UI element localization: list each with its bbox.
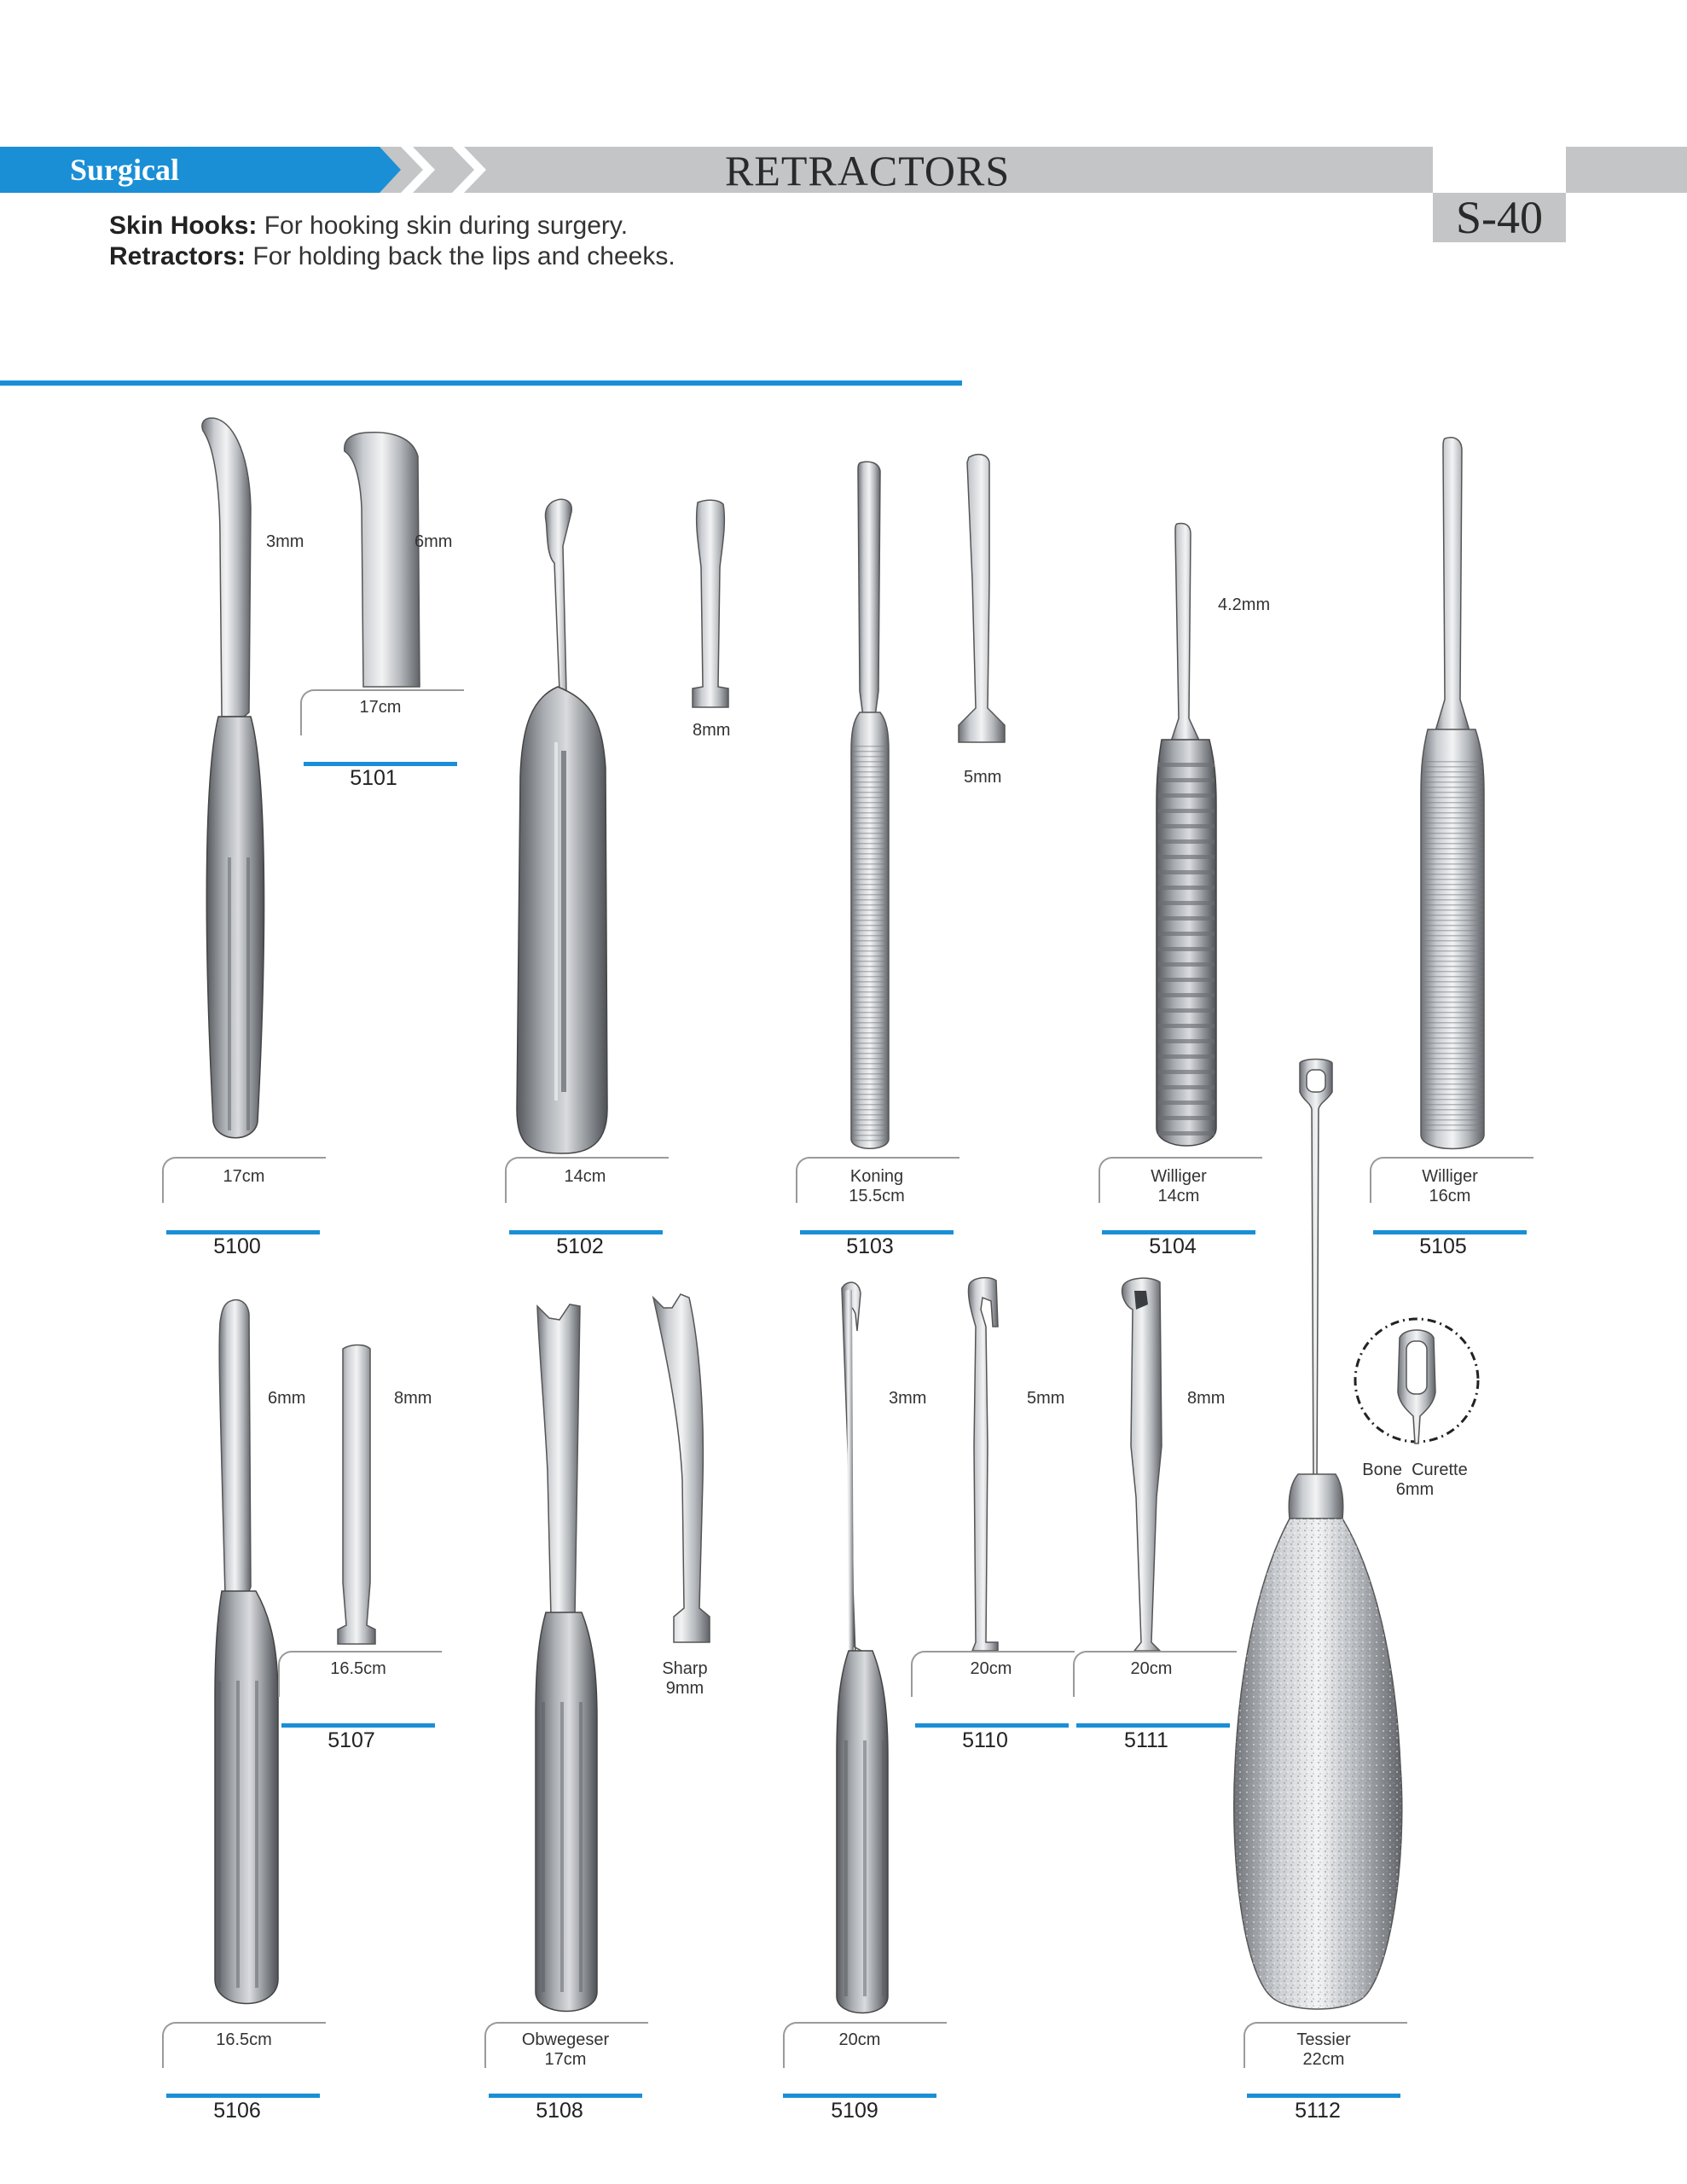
product-code-5107: 5107 [328, 1728, 375, 1752]
note-line: 9mm [665, 1679, 704, 1698]
caption-line: 20cm [970, 1659, 1012, 1678]
product-code-5110: 5110 [962, 1728, 1008, 1752]
detail-line: Bone Curette [1362, 1461, 1468, 1479]
caption-line: 17cm [223, 1167, 265, 1186]
caption-5106 [159, 2030, 329, 2050]
caption-5100 [159, 1167, 329, 1187]
dimension-label: 6mm [415, 532, 453, 551]
caption-line: 14cm [564, 1167, 606, 1186]
instrument-5103-detail-image [954, 452, 1013, 746]
product-code-5100: 5100 [213, 1234, 261, 1258]
description-skin-hooks [109, 212, 628, 241]
caption-line: 20cm [838, 2030, 881, 2049]
dimension-label: 5mm [964, 768, 1002, 787]
instrument-5101-image [341, 431, 426, 687]
instrument-5103-image [844, 461, 896, 1156]
product-code-5112: 5112 [1295, 2099, 1341, 2123]
dimension-label: 5mm [1027, 1389, 1065, 1408]
product-code-5108: 5108 [536, 2099, 583, 2123]
caption-5109 [774, 2030, 945, 2050]
instrument-5100-image [196, 414, 273, 1156]
caption-line: 17cm [544, 2050, 587, 2069]
caption-line: 16.5cm [216, 2030, 272, 2049]
note-5108-detail [600, 1659, 770, 1699]
caption-5108 [480, 2030, 651, 2070]
instrument-5107-image [333, 1344, 384, 1647]
chevron-right-icon [401, 147, 452, 193]
dimension-label: 4.2mm [1218, 595, 1271, 614]
caption-line: 22cm [1302, 2050, 1345, 2069]
category-tab [0, 147, 401, 193]
term-label: Skin Hooks: [109, 212, 258, 240]
code-underline [783, 2094, 936, 2098]
caption-line: Obwegeser [521, 2030, 610, 2049]
page-code: S-40 [1455, 192, 1543, 243]
note-line: Sharp [662, 1659, 708, 1678]
caption-5102 [500, 1167, 670, 1187]
caption-line: 14cm [1157, 1187, 1200, 1205]
product-code-5104: 5104 [1149, 1234, 1197, 1258]
product-code-5102: 5102 [556, 1234, 604, 1258]
chevron-right-icon [452, 147, 503, 193]
caption-line: 15.5cm [849, 1187, 905, 1205]
caption-line: 16.5cm [330, 1659, 386, 1678]
section-divider [0, 380, 962, 386]
dimension-label: 3mm [266, 532, 304, 551]
product-code-5106: 5106 [213, 2099, 261, 2123]
instrument-5108-detail-image [648, 1292, 716, 1647]
caption-5101 [295, 698, 466, 717]
code-underline [166, 2094, 320, 2098]
product-code-5103: 5103 [846, 1234, 894, 1258]
product-code-5105: 5105 [1419, 1234, 1467, 1258]
instrument-5102-detail-image [689, 499, 732, 708]
caption-5105 [1365, 1167, 1535, 1206]
term-label: Retractors: [109, 242, 246, 270]
caption-line: 17cm [359, 698, 402, 717]
code-underline [489, 2094, 642, 2098]
caption-5112 [1238, 2030, 1409, 2070]
bone-curette-label [1330, 1461, 1500, 1500]
product-code-5111: 5111 [1124, 1728, 1168, 1752]
caption-5107 [273, 1659, 443, 1679]
caption-line: Tessier [1296, 2030, 1351, 2049]
dimension-label: 8mm [1187, 1389, 1226, 1408]
product-code-5109: 5109 [831, 2099, 878, 2123]
caption-line: Williger [1422, 1167, 1478, 1186]
caption-line: Williger [1151, 1167, 1207, 1186]
page-code-gap [1433, 147, 1566, 193]
product-code-5101: 5101 [350, 766, 397, 790]
code-underline [915, 1723, 1069, 1728]
code-underline [1247, 2094, 1400, 2098]
code-underline [281, 1723, 435, 1728]
caption-5104 [1093, 1167, 1264, 1206]
term-text: For holding back the lips and cheeks. [246, 242, 675, 270]
description-retractors [109, 242, 675, 271]
detail-line: 6mm [1395, 1480, 1435, 1499]
code-underline [1076, 1723, 1230, 1728]
caption-5111 [1066, 1659, 1237, 1679]
term-text: For hooking skin during surgery. [257, 212, 629, 240]
dimension-label: 3mm [889, 1389, 927, 1408]
caption-line: 20cm [1130, 1659, 1173, 1678]
page-title: RETRACTORS [725, 147, 1011, 195]
instrument-5111-image [1117, 1275, 1177, 1651]
instrument-5108-image [529, 1301, 606, 2018]
instrument-5110-image [964, 1275, 1015, 1651]
instrument-5102-image [512, 495, 614, 1160]
caption-5110 [906, 1659, 1076, 1679]
dimension-label: 8mm [394, 1389, 432, 1408]
dimension-label: 8mm [693, 721, 731, 740]
bone-curette-detail-image [1352, 1316, 1481, 1445]
category-label: Surgical [70, 153, 180, 187]
instrument-5105-image [1414, 435, 1491, 1156]
caption-5103 [791, 1167, 962, 1206]
caption-line: 16cm [1429, 1187, 1471, 1205]
instrument-5104-image [1151, 522, 1220, 1153]
dimension-label: 6mm [268, 1389, 306, 1408]
caption-line: Koning [849, 1167, 904, 1186]
